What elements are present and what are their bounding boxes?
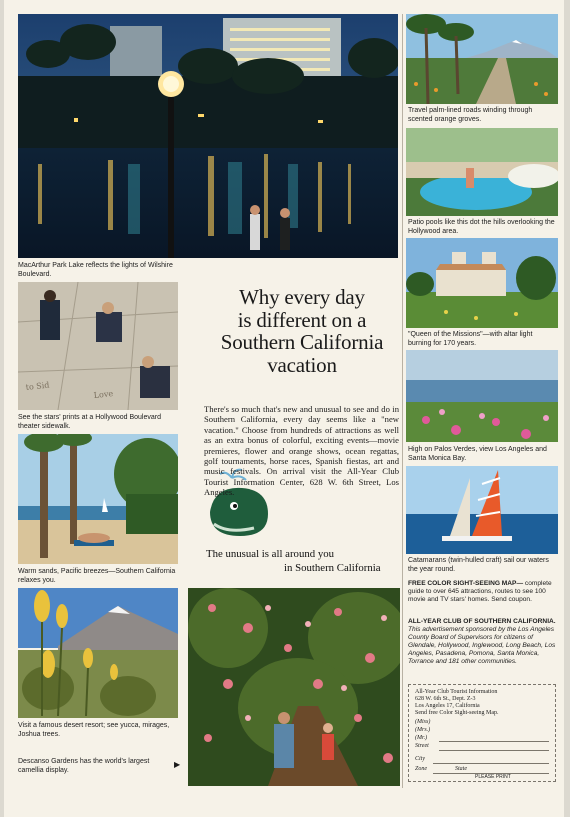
caption-beach: Warm sands, Pacific breezes—Southern California relaxes you. — [18, 568, 176, 584]
club-text: This advertisement sponsored by the Los Angeles County Board of Supervisors for citizens of Glendale, Hollywood, Inglewood, Long Beach, Los Angeles, Pasadena, Pomona, Santa Monica, Torrance and 181 other communities. — [408, 626, 556, 665]
catamaran-photo — [406, 466, 558, 554]
caption-macarthur: MacArthur Park Lake reflects the lights of Wilshire Boulevard. — [18, 262, 173, 278]
caption-desert: Visit a famous desert resort; see yucca, mirages, Joshua trees. — [18, 722, 170, 738]
coupon-line-2: 628 W. 6th St., Dept. Z-3 — [415, 696, 476, 702]
coupon-state-label: State — [455, 766, 467, 772]
coupon-street-label: Street — [415, 743, 429, 749]
macarthur-park-photo — [18, 14, 398, 258]
caption-catamaran: Catamarans (twin-hulled craft) sail our waters the year round. — [408, 557, 549, 573]
palm-road-photo — [406, 14, 558, 104]
coupon-name-field[interactable] — [439, 741, 549, 742]
headline-line-1: Why every day — [239, 285, 365, 309]
tagline-line-1: The unusual is all around you — [206, 548, 335, 560]
free-map-text: complete guide to over 645 attractions, routes to see 100 movie and TV stars' homes. Send coupon. — [408, 580, 552, 603]
coupon-mrs-label: (Mrs.) — [415, 727, 431, 733]
club-title: ALL-YEAR CLUB OF SOUTHERN CALIFORNIA. — [408, 618, 556, 625]
descanso-gardens-photo — [188, 588, 400, 786]
headline-line-4: vacation — [267, 352, 337, 377]
headline — [204, 286, 400, 376]
headline-line-3: Southern California — [220, 330, 384, 354]
tagline-line-2: in Southern California — [284, 562, 381, 574]
body-copy: There's so much that's new and unusual to see and do in Southern California, every day seems like a "new vacation." Choose from hundreds of attractions as well as an extra bonus of colorful, exciting events—movie premieres, flower and orange shows, ocean regattas, golf tournaments, horse races, Spanish fiestas, art and music festivals. On arrival visit the All-Year Club Tourist Information Center, 628 W. 6th Street, Los Angeles. — [204, 404, 399, 498]
headline-line-2: is different on a — [237, 307, 367, 332]
advertisement-page — [4, 0, 564, 817]
caption-pool: Patio pools like this dot the hills overlooking the Hollywood area. — [408, 219, 555, 235]
coupon-miss-label: (Miss) — [415, 719, 431, 725]
free-map-title: FREE COLOR SIGHT-SEEING MAP— — [408, 580, 524, 587]
coupon-line-1: All-Year Club Tourist Information — [415, 689, 498, 695]
caption-palms: Travel palm-lined roads winding through scented orange groves. — [408, 107, 533, 123]
coupon-city-label: City — [415, 756, 425, 762]
coupon-street-field[interactable] — [439, 750, 549, 751]
coupon-mr-label: (Mr.) — [415, 735, 428, 741]
beach-photo — [18, 434, 178, 564]
column-divider — [402, 14, 403, 788]
caption-palos: High on Palos Verdes, view Los Angeles and Santa Monica Bay. — [408, 446, 547, 462]
caption-descanso: Descanso Gardens has the world's largest camellia display. — [18, 758, 150, 774]
caption-mission: "Queen of the Missions"—with altar light burning for 170 years. — [408, 331, 533, 347]
coupon-line-4: Send free Color Sight-seeing Map. — [415, 710, 499, 716]
stars-prints-photo — [18, 282, 178, 410]
svg-text:to Sid: to Sid — [25, 380, 50, 392]
free-map-offer — [408, 580, 556, 604]
coupon-zone-label: Zone — [415, 766, 427, 772]
palos-verdes-photo — [406, 350, 558, 442]
caption-stars: See the stars' prints at a Hollywood Boulevard theater sidewalk. — [18, 414, 161, 430]
coupon-print-note: PLEASE PRINT — [475, 774, 511, 780]
club-sponsor — [408, 618, 556, 666]
coupon-line-3: Los Angeles 17, California — [415, 703, 480, 709]
mail-coupon[interactable] — [408, 684, 556, 782]
arrow-right-icon: ▶ — [174, 760, 181, 769]
coupon-city-field[interactable] — [433, 763, 549, 764]
mission-photo — [406, 238, 558, 328]
svg-text:Love: Love — [93, 389, 114, 400]
desert-photo — [18, 588, 178, 718]
patio-pool-photo — [406, 128, 558, 216]
